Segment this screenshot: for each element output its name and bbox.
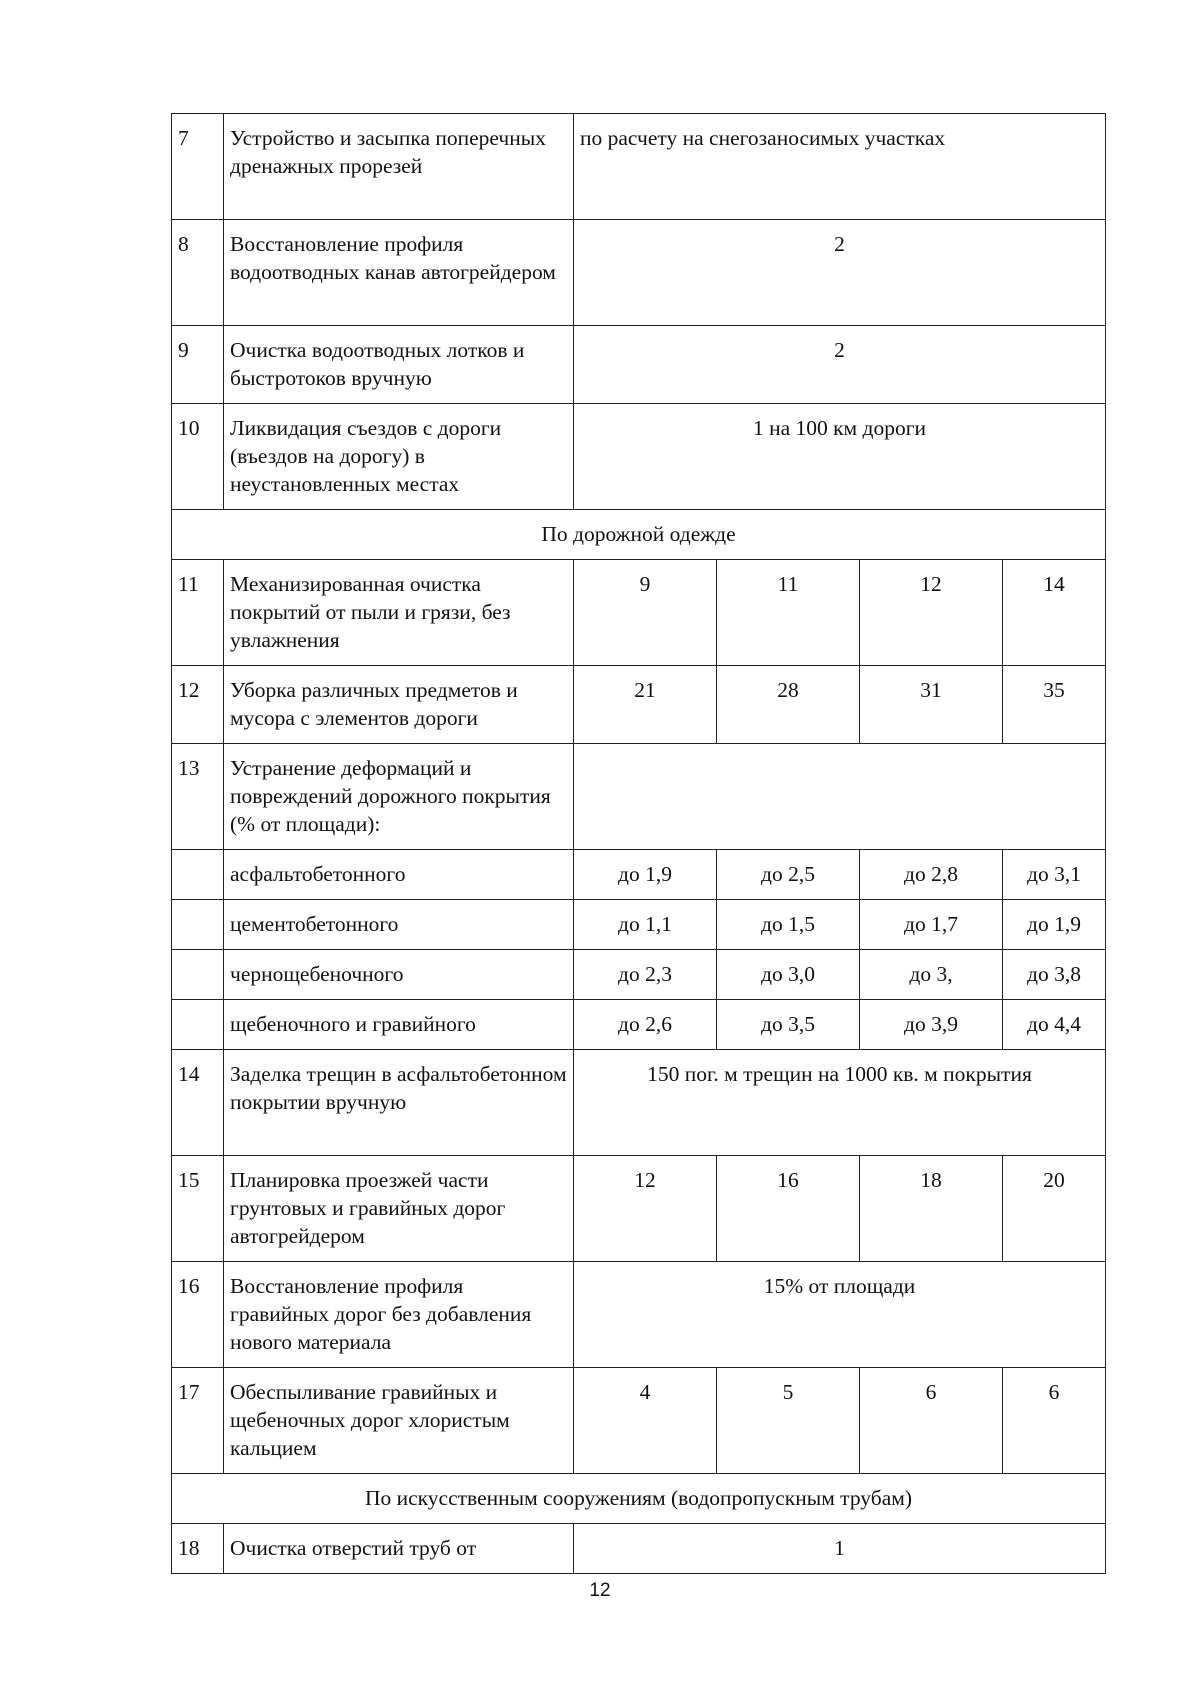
norm-value-4: 14 — [1003, 560, 1106, 666]
norm-value-2: до 3,0 — [717, 950, 860, 1000]
table-row — [172, 744, 1106, 850]
norm-value: 2 — [574, 326, 1106, 404]
norm-value: 15% от площади — [574, 1262, 1106, 1368]
norm-value-4: 6 — [1003, 1368, 1106, 1474]
row-number: 10 — [172, 404, 224, 510]
norm-value-1: 12 — [574, 1156, 717, 1262]
norm-value-3: 6 — [860, 1368, 1003, 1474]
norm-value-2: 5 — [717, 1368, 860, 1474]
table-row — [172, 1156, 1106, 1262]
norm-value-3: 18 — [860, 1156, 1003, 1262]
norm-value-2: 16 — [717, 1156, 860, 1262]
norm-value-3: 12 — [860, 560, 1003, 666]
norm-value-4: до 4,4 — [1003, 1000, 1106, 1050]
page-number: 12 — [589, 1580, 611, 1601]
work-name: Обеспыливание гравийных и щебеночных дорог хлористым кальцием — [224, 1368, 574, 1474]
norm-value-3: до 1,7 — [860, 900, 1003, 950]
norm-value-4: 20 — [1003, 1156, 1106, 1262]
norm-value-3: 31 — [860, 666, 1003, 744]
work-name: Очистка отверстий труб от — [224, 1524, 574, 1574]
table-row — [172, 1524, 1106, 1574]
row-number: 17 — [172, 1368, 224, 1474]
work-name: Планировка проезжей части грунтовых и гравийных дорог автогрейдером — [224, 1156, 574, 1262]
work-name: Восстановление профиля гравийных дорог без добавления нового материала — [224, 1262, 574, 1368]
work-name: цементобетонного — [224, 900, 574, 950]
norm-value: 1 на 100 км дороги — [574, 404, 1106, 510]
row-number — [172, 950, 224, 1000]
work-name: Устройство и засыпка поперечных дренажных прорезей — [224, 114, 574, 220]
table-row — [172, 560, 1106, 666]
norm-value: по расчету на снегозаносимых участках — [574, 114, 1106, 220]
table-row — [172, 1050, 1106, 1156]
table-row — [172, 220, 1106, 326]
norm-value-1: 21 — [574, 666, 717, 744]
row-number — [172, 850, 224, 900]
norm-value-1: 9 — [574, 560, 717, 666]
norm-value-2: до 2,5 — [717, 850, 860, 900]
norms-table — [171, 113, 1106, 1574]
work-name: Заделка трещин в асфальтобетонном покрытии вручную — [224, 1050, 574, 1156]
row-number: 15 — [172, 1156, 224, 1262]
norm-value-3: до 3, — [860, 950, 1003, 1000]
norm-value-2: до 3,5 — [717, 1000, 860, 1050]
norm-value-1: до 2,6 — [574, 1000, 717, 1050]
work-name: Восстановление профиля водоотводных канав автогрейдером — [224, 220, 574, 326]
norm-value-1: до 1,9 — [574, 850, 717, 900]
work-name: Устранение деформаций и повреждений дорожного покрытия (% от площади): — [224, 744, 574, 850]
row-number: 9 — [172, 326, 224, 404]
norm-value-1: до 1,1 — [574, 900, 717, 950]
section-heading: По дорожной одежде — [172, 510, 1106, 560]
norm-value-3: до 3,9 — [860, 1000, 1003, 1050]
table-row — [172, 950, 1106, 1000]
work-name: Очистка водоотводных лотков и быстротоков вручную — [224, 326, 574, 404]
row-number: 14 — [172, 1050, 224, 1156]
table-row — [172, 404, 1106, 510]
row-number — [172, 1000, 224, 1050]
norm-value-4: до 1,9 — [1003, 900, 1106, 950]
norm-value-2: 11 — [717, 560, 860, 666]
section-row — [172, 1474, 1106, 1524]
work-name: асфальтобетонного — [224, 850, 574, 900]
table-row — [172, 900, 1106, 950]
norm-value: 150 пог. м трещин на 1000 кв. м покрытия — [574, 1050, 1106, 1156]
norm-value-1: 4 — [574, 1368, 717, 1474]
work-name: Механизированная очистка покрытий от пыли и грязи, без увлажнения — [224, 560, 574, 666]
norms-table-body — [172, 114, 1106, 1574]
table-row — [172, 1368, 1106, 1474]
work-name: щебеночного и гравийного — [224, 1000, 574, 1050]
table-row — [172, 326, 1106, 404]
norm-value — [574, 744, 1106, 850]
row-number: 13 — [172, 744, 224, 850]
norm-value-4: до 3,1 — [1003, 850, 1106, 900]
table-row — [172, 114, 1106, 220]
row-number: 7 — [172, 114, 224, 220]
table-row — [172, 1000, 1106, 1050]
work-name: Ликвидация съездов с дороги (въездов на дорогу) в неустановленных местах — [224, 404, 574, 510]
norm-value-2: до 1,5 — [717, 900, 860, 950]
section-heading: По искусственным сооружениям (водопропускным трубам) — [172, 1474, 1106, 1524]
norm-value-2: 28 — [717, 666, 860, 744]
table-row — [172, 850, 1106, 900]
row-number: 18 — [172, 1524, 224, 1574]
row-number: 12 — [172, 666, 224, 744]
table-row — [172, 1262, 1106, 1368]
norm-value-1: до 2,3 — [574, 950, 717, 1000]
norm-value: 2 — [574, 220, 1106, 326]
row-number: 11 — [172, 560, 224, 666]
work-name: Уборка различных предметов и мусора с элементов дороги — [224, 666, 574, 744]
row-number — [172, 900, 224, 950]
row-number: 8 — [172, 220, 224, 326]
norm-value-3: до 2,8 — [860, 850, 1003, 900]
norm-value-4: 35 — [1003, 666, 1106, 744]
norm-value: 1 — [574, 1524, 1106, 1574]
row-number: 16 — [172, 1262, 224, 1368]
work-name: чернощебеночного — [224, 950, 574, 1000]
norm-value-4: до 3,8 — [1003, 950, 1106, 1000]
section-row — [172, 510, 1106, 560]
table-row — [172, 666, 1106, 744]
